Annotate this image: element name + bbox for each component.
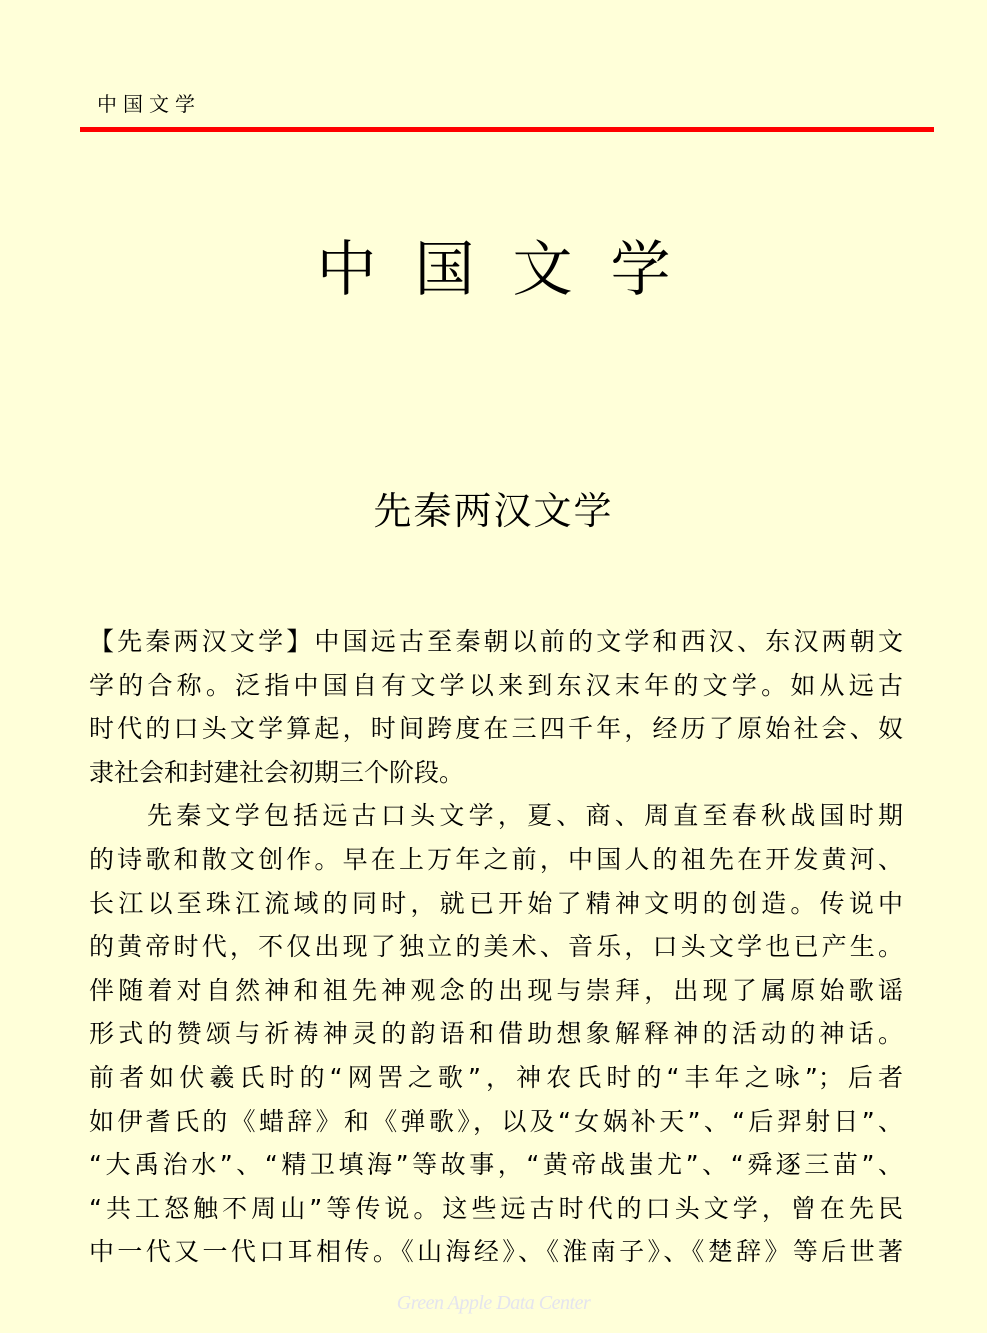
text-line: 的诗歌和散文创作。早在上万年之前，中国人的祖先在开发黄河、 (89, 844, 903, 874)
paragraph-2 (89, 794, 903, 1274)
text-line: 【先秦两汉文学】中国远古至秦朝以前的文学和西汉、东汉两朝文 (89, 627, 903, 656)
text-line: 形式的赞颂与祈祷神灵的韵语和借助想象解释神的活动的神话。 (89, 1019, 903, 1049)
text-line: 学的合称。泛指中国自有文学以来到东汉末年的文学。如从远古 (89, 670, 903, 700)
text-line: 隶社会和封建社会初期三个阶段。 (89, 757, 465, 787)
text-line: 的黄帝时代，不仅出现了独立的美术、音乐，口头文学也已产生。 (89, 932, 903, 962)
text-line: 中一代又一代口耳相传。《山海经》、《淮南子》、《楚辞》等后世著 (89, 1237, 903, 1267)
text-line: 时代的口头文学算起，时间跨度在三四千年，经历了原始社会、奴 (89, 714, 903, 744)
page-title: 中国文学 (316, 235, 709, 305)
watermark: Green Apple Data Center (396, 1292, 591, 1314)
text-line: 伴随着对自然神和祖先神观念的出现与崇拜，出现了属原始歌谣 (89, 975, 903, 1005)
text-line: 长江以至珠江流域的同时，就已开始了精神文明的创造。传说中 (89, 888, 903, 918)
text-line: 前者如伏羲氏时的“网罟之歌”，神农氏时的“丰年之咏”；后者 (89, 1062, 903, 1092)
text-line: 先秦文学包括远古口头文学，夏、商、周直至春秋战国时期 (147, 801, 903, 831)
paragraph-1 (89, 620, 903, 794)
section-title: 先秦两汉文学 (373, 489, 614, 533)
text-line: “大禹治水”、“精卫填海”等故事，“黄帝战蚩尤”、“舜逐三苗”、 (89, 1150, 903, 1180)
running-header: 中国文学 (97, 92, 201, 116)
header-divider (80, 127, 934, 132)
text-line: “共工怒触不周山”等传说。这些远古时代的口头文学，曾在先民 (89, 1193, 903, 1223)
text-line: 如伊耆氏的《蜡辞》和《弹歌》，以及“女娲补天”、“后羿射日”、 (89, 1106, 903, 1136)
body-text (89, 620, 903, 1274)
